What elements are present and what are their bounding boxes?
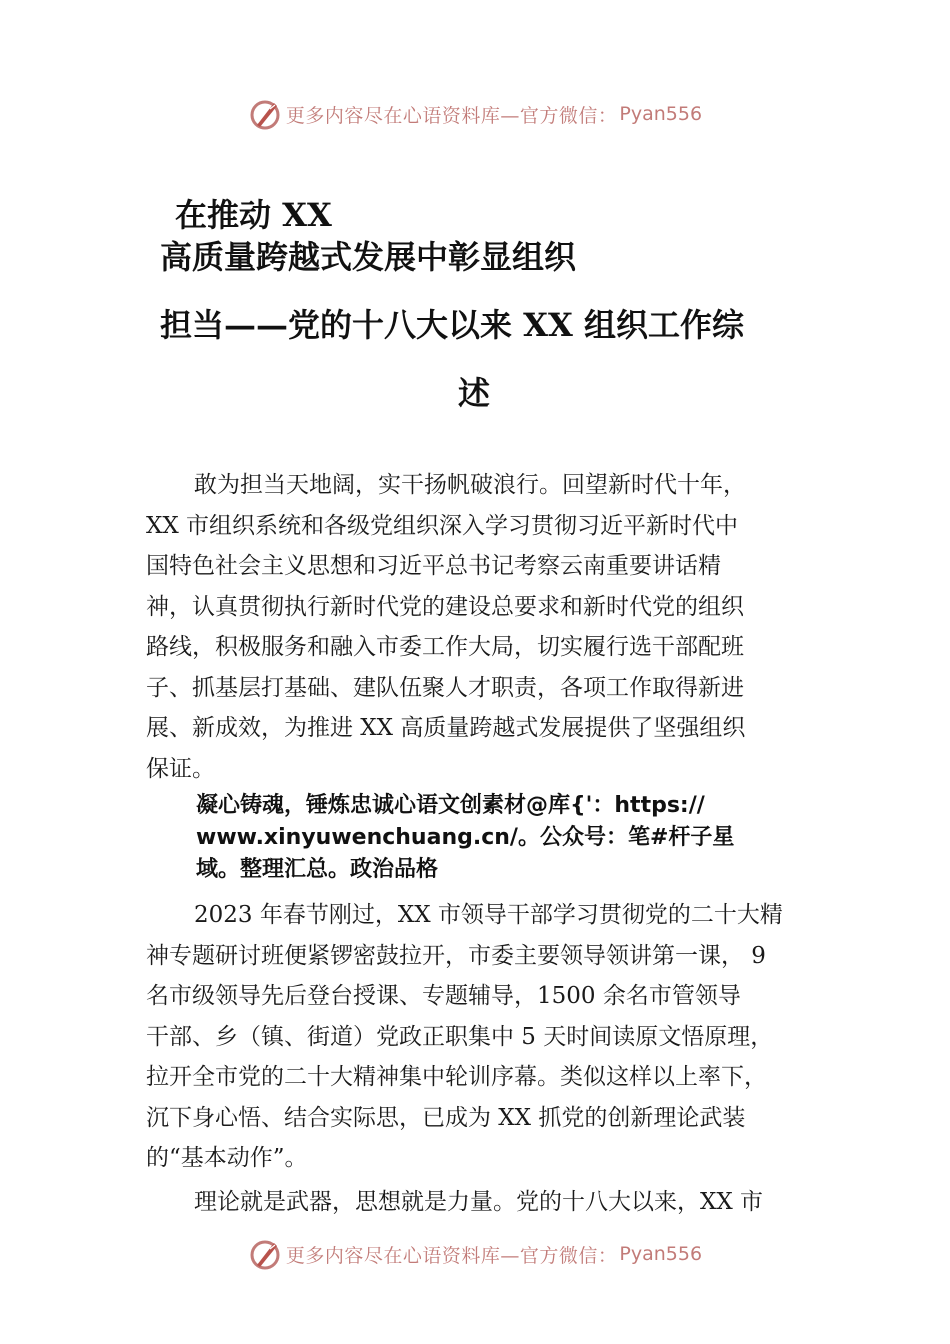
paragraph-line: 2023 年春节刚过，XX 市领导干部学习贯彻党的二十大精 xyxy=(194,902,783,928)
paragraph-3 xyxy=(146,1182,836,1223)
paragraph-line: 沉下身心悟、结合实际思，已成为 XX 抓党的创新理论武装 xyxy=(146,1104,746,1131)
watermark-banner-bottom xyxy=(0,1234,950,1274)
title-line-4: 述 xyxy=(458,374,491,412)
paragraph-line: 神，认真贯彻执行新时代党的建设总要求和新时代党的组织 xyxy=(146,593,744,620)
quill-logo-icon xyxy=(248,1237,282,1271)
paragraph-line: 保证。 xyxy=(146,755,215,782)
paragraph-line: 敢为担当天地阔，实干扬帆破浪行。回望新时代十年， xyxy=(194,472,746,498)
paragraph-line: 子、抓基层打基础、建队伍聚人才职责，各项工作取得新进 xyxy=(146,674,744,701)
watermark-text: 更多内容尽在心语资料库—官方微信： xyxy=(285,104,618,127)
title-line-1: 在推动 XX xyxy=(175,196,332,234)
watermark-banner-top xyxy=(0,94,950,134)
watermark-text: 更多内容尽在心语资料库—官方微信： xyxy=(285,1244,618,1267)
paragraph-line: 神专题研讨班便紧锣密鼓拉开，市委主要领导领讲第一课， 9 xyxy=(146,942,766,969)
quill-logo-icon xyxy=(248,97,282,131)
paragraph-line: 路线，积极服务和融入市委工作大局，切实履行选干部配班 xyxy=(146,634,744,660)
inserted-notice xyxy=(196,790,836,886)
paragraph-line: 国特色社会主义思想和习近平总书记考察云南重要讲话精 xyxy=(146,553,721,579)
paragraph-line: 名市级领导先后登台授课、专题辅导，1500 余名市管领导 xyxy=(146,983,741,1009)
paragraph-line: 理论就是武器，思想就是力量。党的十八大以来，XX 市 xyxy=(194,1189,764,1215)
inserted-line: www.xinyuwenchuang.cn/。公众号：笔#杆子星 xyxy=(196,825,735,850)
watermark-account: Pyan556 xyxy=(619,1243,703,1265)
paragraph-line: 干部、乡（镇、街道）党政正职集中 5 天时间读原文悟原理， xyxy=(146,1023,774,1050)
paragraph-line: 拉开全市党的二十大精神集中轮训序幕。类似这样以上率下， xyxy=(146,1064,767,1090)
paragraph-1 xyxy=(146,465,836,789)
title-line-3: 担当——党的十八大以来 XX 组织工作综 xyxy=(160,306,744,344)
paragraph-2 xyxy=(146,895,836,1179)
paragraph-line: 展、新成效，为推进 XX 高质量跨越式发展提供了坚强组织 xyxy=(146,715,746,741)
title-line-2: 高质量跨越式发展中彰显组织 xyxy=(160,238,577,276)
watermark-account: Pyan556 xyxy=(619,103,703,125)
paragraph-line: XX 市组织系统和各级党组织深入学习贯彻习近平新时代中 xyxy=(146,512,739,539)
inserted-line: 域。整理汇总。政治品格 xyxy=(196,857,439,882)
inserted-line: 凝心铸魂，锤炼忠诚心语文创素材@库{'：https:// xyxy=(196,793,705,818)
paragraph-line: 的“基本动作”。 xyxy=(146,1145,308,1171)
